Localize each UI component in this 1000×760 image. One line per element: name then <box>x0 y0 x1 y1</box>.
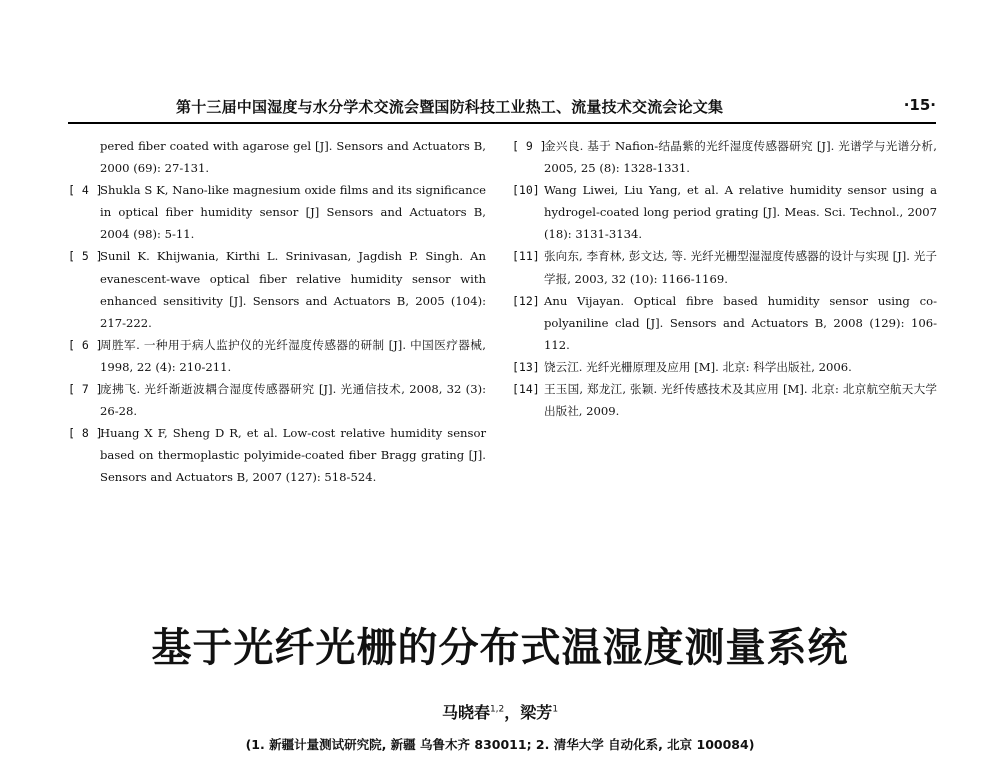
reference-text: 张向东, 李育林, 彭文达, 等. 光纤光栅型湿湿度传感器的设计与实现 [J]. 光子学报, 2003, 32 (10): 1166-1169. <box>544 249 937 286</box>
reference-text: Shukla S K, Nano-like magnesium oxide films and its significance in optical fiber humidity sensor [J] Sensors and Actuators B, 2004 (98): 5-11. <box>100 183 486 242</box>
reference-number: [ 4 ] <box>68 183 103 198</box>
page-number: ·15· <box>903 96 936 114</box>
author-affiliation-marker: 1 <box>552 704 559 715</box>
reference-text: 王玉国, 郑龙江, 张颖. 光纤传感技术及其应用 [M]. 北京: 北京航空航天大学出版社, 2009. <box>544 382 937 419</box>
author-name: 梁芳 <box>520 703 553 722</box>
reference-text: pered fiber coated with agarose gel [J]. Sensors and Actuators B, 2000 (69): 27-131. <box>100 139 486 176</box>
reference-number: [14] <box>512 382 540 397</box>
references-right-column <box>512 135 937 422</box>
reference-text: Huang X F, Sheng D R, et al. Low-cost relative humidity sensor based on thermoplastic polyimide-coated fiber Bragg grating [J]. Sensors and Actuators B, 2007 (127): 518-524. <box>100 426 486 485</box>
author-line <box>0 700 1000 723</box>
paper-title: 基于光纤光栅的分布式温湿度测量系统 <box>151 624 849 671</box>
reference-number: [12] <box>512 293 540 308</box>
reference-number: [ 5 ] <box>68 249 103 264</box>
header-rule <box>68 122 936 124</box>
reference-item <box>68 422 486 488</box>
reference-item <box>68 179 486 245</box>
reference-number: [ 9 ] <box>512 139 547 153</box>
reference-text: Wang Liwei, Liu Yang, et al. A relative humidity sensor using a hydrogel-coated long period grating [J]. Meas. Sci. Technol., 2007 (18): 3131-3134. <box>544 183 937 242</box>
reference-number: [11] <box>512 249 540 264</box>
reference-item <box>512 179 937 245</box>
affiliation-line: (1. 新疆计量测试研究院, 新疆 乌鲁木齐 830011; 2. 清华大学 自动化系, 北京 100084) <box>245 737 755 752</box>
reference-number: [ 7 ] <box>68 382 103 397</box>
reference-text: Sunil K. Khijwania, Kirthi L. Srinivasan, Jagdish P. Singh. An evanescent-wave optical fiber relative humidity sensor with enhanced sensitivity [J]. Sensors and Actuators B, 2005 (104): 217-222. <box>100 249 486 330</box>
running-header <box>68 96 936 122</box>
reference-item <box>512 245 937 289</box>
reference-item <box>68 135 486 179</box>
reference-number: [ 6 ] <box>68 337 103 352</box>
reference-number: [10] <box>512 183 540 198</box>
reference-item <box>68 334 486 378</box>
reference-item <box>68 245 486 333</box>
reference-text: 庞拂飞. 光纤渐逝波耦合湿度传感器研究 [J]. 光通信技术, 2008, 32 (3): 26-28. <box>100 382 486 419</box>
reference-number: [ 8 ] <box>68 426 103 441</box>
reference-item <box>512 356 937 378</box>
reference-text: 金兴良. 基于 Nafion-结晶紫的光纤湿度传感器研究 [J]. 光谱学与光谱分析, 2005, 25 (8): 1328-1331. <box>544 139 937 176</box>
reference-item <box>512 290 937 356</box>
author-name: 马晓春 <box>441 703 490 722</box>
reference-text: 周胜军. 一种用于病人监护仪的光纤湿度传感器的研制 [J]. 中国医疗器械, 1998, 22 (4): 210-211. <box>100 337 486 374</box>
reference-text: Anu Vijayan. Optical fibre based humidity sensor using co-polyaniline clad [J]. Sensors and Actuators B, 2008 (129): 106-112. <box>544 293 937 352</box>
proceedings-title: 第十三届中国湿度与水分学术交流会暨国防科技工业热工、流量技术交流会论文集 <box>176 98 724 116</box>
reference-item <box>68 378 486 422</box>
references-left-column <box>68 135 486 489</box>
reference-number: [13] <box>512 359 540 374</box>
reference-item <box>512 135 937 179</box>
author-affiliation-marker: 1,2 <box>489 704 505 715</box>
author-separator: ， <box>504 703 521 722</box>
reference-text: 饶云江. 光纤光栅原理及应用 [M]. 北京: 科学出版社, 2006. <box>544 359 852 374</box>
reference-item <box>512 378 937 422</box>
